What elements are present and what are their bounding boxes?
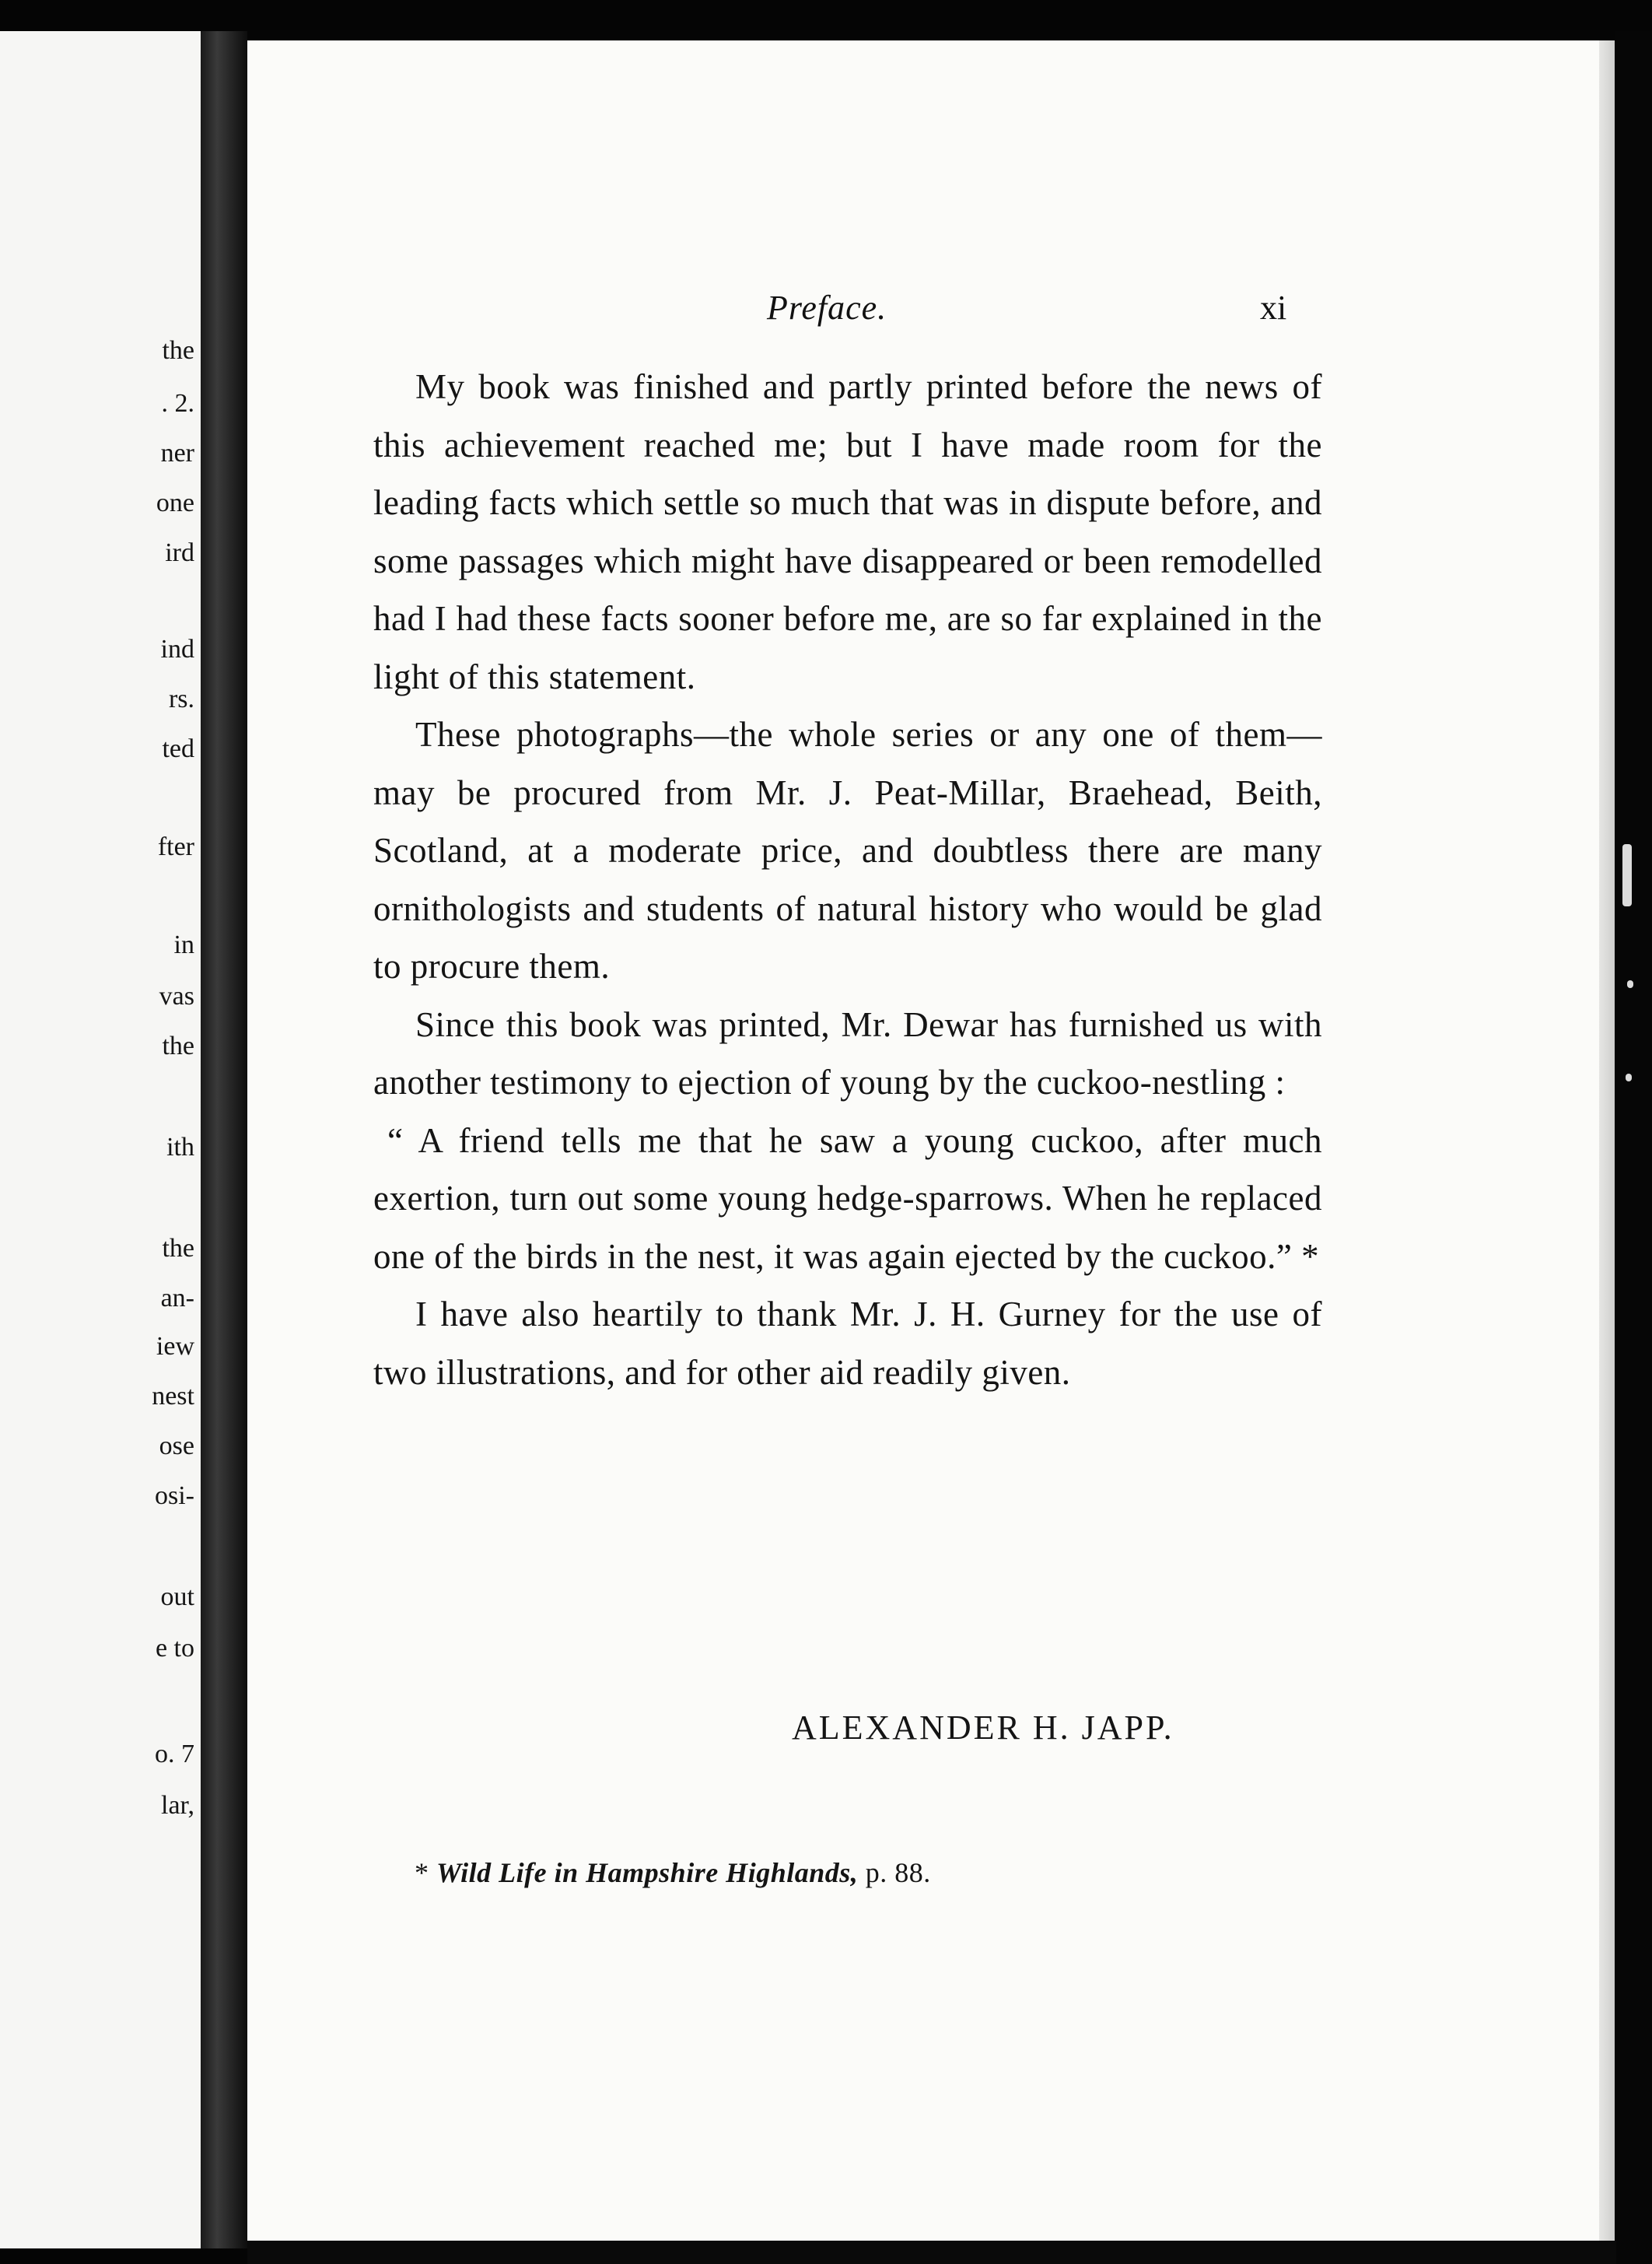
left-page-fragment: rs. bbox=[168, 685, 194, 713]
left-page-fragment: e to bbox=[155, 1634, 194, 1663]
left-page-fragment: ith bbox=[166, 1133, 194, 1162]
left-page-fragment: ose bbox=[159, 1432, 194, 1460]
footnote-marker: * bbox=[415, 1857, 429, 1888]
previous-page-edge bbox=[0, 31, 201, 2248]
running-head bbox=[247, 288, 1599, 335]
paragraph: I have also heartily to thank Mr. J. H. Gurney for the use of two illustrations, and for other aid readily given. bbox=[373, 1295, 1322, 1392]
scan-bottom-edge bbox=[247, 2241, 1616, 2264]
page-number: xi bbox=[1260, 289, 1287, 327]
paragraph: These photographs—the whole series or any one of them—may be procured from Mr. J. Peat-Millar, Braehead, Beith, Scotland, at a moderate price, and doubtless there are many ornithologists and students of natural history who would be glad to procure them. bbox=[373, 715, 1322, 986]
left-page-fragment: . 2. bbox=[161, 389, 194, 418]
left-page-fragment: lar, bbox=[161, 1791, 194, 1820]
scan-speck bbox=[1627, 980, 1633, 988]
scan-margin bbox=[1615, 31, 1652, 2264]
left-page-fragment: in bbox=[173, 930, 194, 959]
left-page-fragment: ted bbox=[162, 734, 194, 763]
book-page bbox=[247, 40, 1599, 2241]
left-page-fragment: o. 7 bbox=[155, 1740, 194, 1768]
footnote bbox=[415, 1856, 931, 1889]
footnote-page: p. 88. bbox=[865, 1857, 931, 1888]
left-page-fragment: osi- bbox=[155, 1481, 194, 1510]
left-page-fragment: one bbox=[156, 489, 194, 517]
book-gutter bbox=[201, 31, 247, 2248]
footnote-title: Wild Life in Hampshire Highlands, bbox=[436, 1857, 859, 1888]
paragraph: My book was finished and partly printed before the news of this achievement reached me; but I have made room for the leading facts which settle so much that was in dispute before, and some passages which might have disappeared or been remodelled had I had these facts sooner before me, are so far explained in the light of this statement. bbox=[373, 367, 1322, 696]
scan-speck bbox=[1626, 1074, 1632, 1081]
author-signature: ALEXANDER H. JAPP. bbox=[792, 1709, 1174, 1747]
body-text bbox=[373, 358, 1322, 1401]
left-page-fragment: out bbox=[160, 1582, 194, 1611]
left-page-fragment: iew bbox=[156, 1332, 194, 1361]
running-title: Preface. bbox=[767, 289, 887, 327]
left-page-fragment: vas bbox=[159, 982, 194, 1011]
left-page-fragment: ind bbox=[160, 635, 194, 664]
left-page-fragment: an- bbox=[160, 1284, 194, 1312]
left-page-fragment: nest bbox=[152, 1382, 194, 1411]
scan-speck bbox=[1622, 844, 1632, 906]
paragraph: Since this book was printed, Mr. Dewar has furnished us with another testimony to ejection of young by the cuckoo-nestling : bbox=[373, 1004, 1322, 1102]
left-page-fragment: the bbox=[162, 336, 194, 365]
left-page-fragment: the bbox=[162, 1032, 194, 1060]
left-page-fragment: ird bbox=[165, 538, 194, 567]
left-page-fragment: fter bbox=[157, 832, 194, 861]
left-page-fragment: the bbox=[162, 1234, 194, 1263]
quotation: “ A friend tells me that he saw a young cuckoo, after much exertion, turn out some young hedge-sparrows. When he replaced one of the birds in the nest, it was again ejected by the cuckoo.” * bbox=[373, 1120, 1322, 1276]
left-page-fragment: ner bbox=[160, 439, 194, 468]
page-edge bbox=[1599, 40, 1615, 2241]
